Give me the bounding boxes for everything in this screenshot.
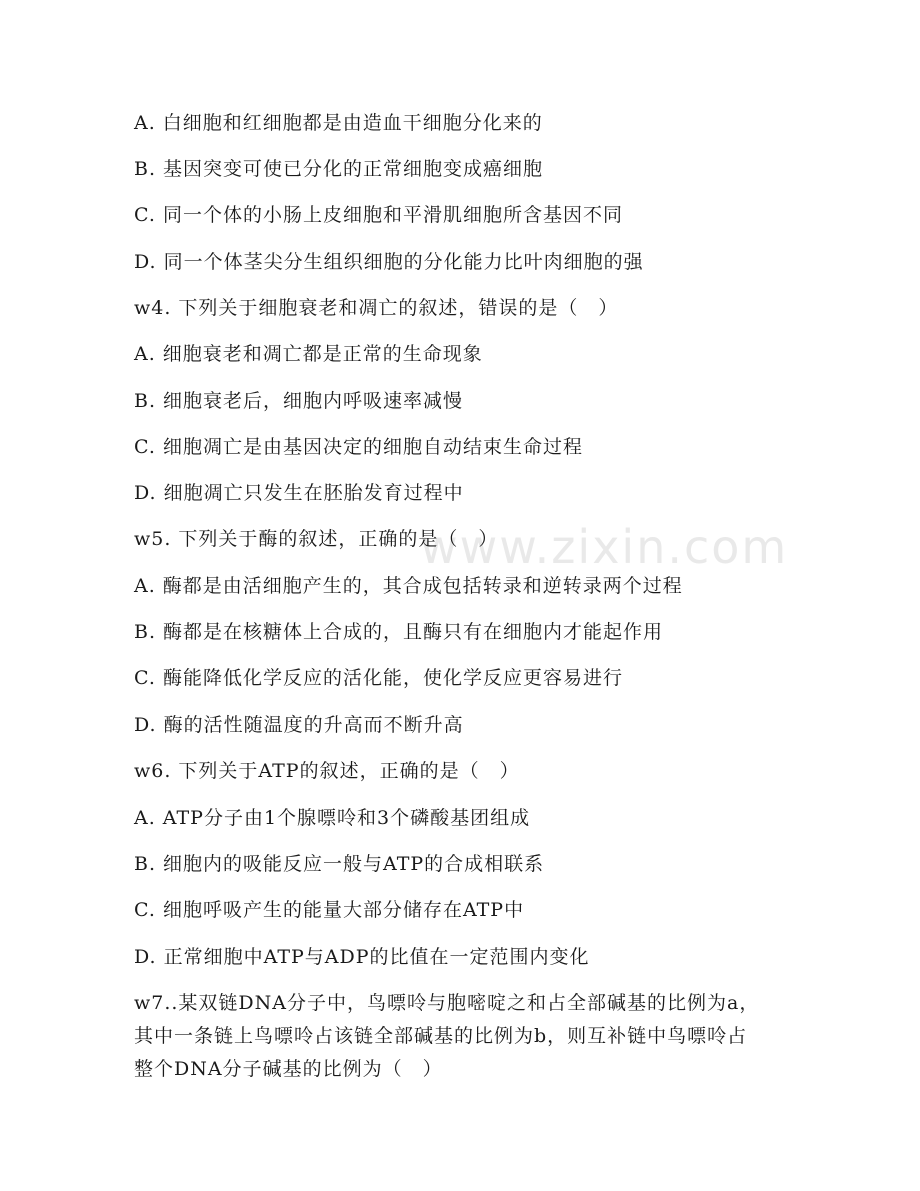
q5-option-b: B. 酶都是在核糖体上合成的，且酶只有在细胞内才能起作用: [134, 621, 664, 643]
q4-option-b: B. 细胞衰老后，细胞内呼吸速率减慢: [134, 390, 464, 412]
q6-option-b: B. 细胞内的吸能反应一般与ATP的合成相联系: [134, 853, 545, 875]
q5-option-c: C. 酶能降低化学反应的活化能，使化学反应更容易进行: [134, 667, 623, 689]
q4-option-a: A. 细胞衰老和凋亡都是正常的生命现象: [134, 343, 483, 365]
q3-option-b: B. 基因突变可使已分化的正常细胞变成癌细胞: [134, 158, 544, 180]
q6-option-d: D. 正常细胞中ATP与ADP的比值在一定范围内变化: [134, 946, 590, 968]
q6-option-a: A. ATP分子由1个腺嘌呤和3个磷酸基团组成: [134, 807, 531, 829]
q4-stem: w4. 下列关于细胞衰老和凋亡的叙述，错误的是（ ）: [134, 297, 619, 319]
q7-stem-line-1: w7..某双链DNA分子中，鸟嘌呤与胞嘧啶之和占全部碱基的比例为a，: [134, 992, 760, 1014]
q6-option-c: C. 细胞呼吸产生的能量大部分储存在ATP中: [134, 899, 525, 921]
q5-option-d: D. 酶的活性随温度的升高而不断升高: [134, 714, 464, 736]
q5-stem: w5. 下列关于酶的叙述，正确的是（ ）: [134, 528, 499, 550]
q5-option-a: A. 酶都是由活细胞产生的，其合成包括转录和逆转录两个过程: [134, 575, 683, 597]
q6-stem: w6. 下列关于ATP的叙述，正确的是（ ）: [134, 760, 520, 782]
q4-option-c: C. 细胞凋亡是由基因决定的细胞自动结束生命过程: [134, 436, 583, 458]
q3-option-a: A. 白细胞和红细胞都是由造血干细胞分化来的: [134, 112, 543, 134]
q7-stem-line-3: 整个DNA分子碱基的比例为（ ）: [134, 1058, 443, 1080]
q3-option-c: C. 同一个体的小肠上皮细胞和平滑肌细胞所含基因不同: [134, 204, 623, 226]
q3-option-d: D. 同一个体茎尖分生组织细胞的分化能力比叶肉细胞的强: [134, 251, 644, 273]
watermark: www.zixin.com: [420, 520, 789, 574]
q7-stem-line-2: 其中一条链上鸟嘌呤占该链全部碱基的比例为b，则互补链中鸟嘌呤占: [134, 1025, 748, 1047]
q4-option-d: D. 细胞凋亡只发生在胚胎发育过程中: [134, 482, 464, 504]
